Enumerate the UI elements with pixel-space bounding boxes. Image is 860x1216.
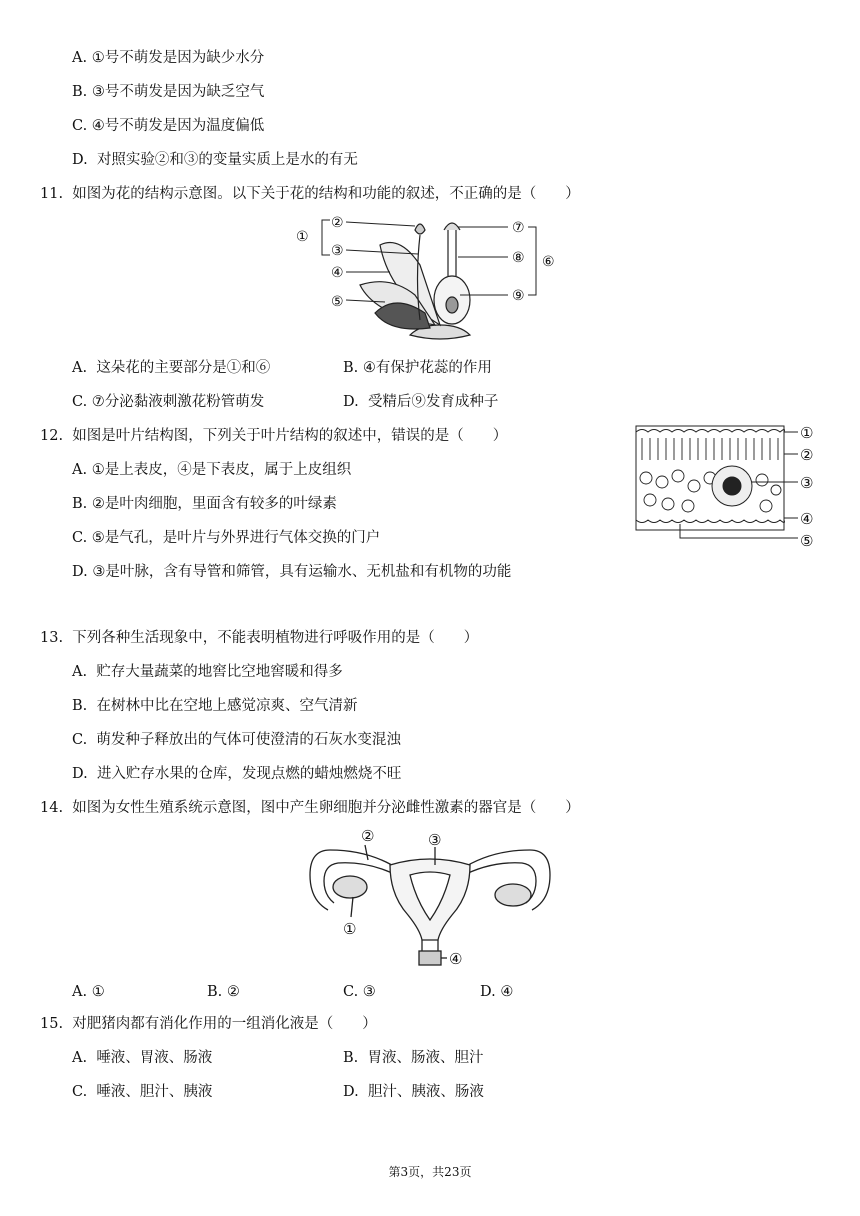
q15-stem: 15. 对肥猪肉都有消化作用的一组消化液是（ ） [40, 1016, 377, 1032]
q14-option-c: C. ③ [343, 984, 376, 1000]
q11-stem: 11. 如图为花的结构示意图。以下关于花的结构和功能的叙述，不正确的是（ ） [40, 186, 580, 202]
leaf-label-2: ② [800, 446, 814, 464]
q10-option-c: C. ④号不萌发是因为温度偏低 [72, 118, 265, 134]
q14-option-d: D. ④ [480, 984, 514, 1000]
leaf-structure-figure [632, 420, 822, 555]
flower-label-6: ⑥ [542, 254, 555, 270]
q11-option-d: D. 受精后⑨发育成种子 [343, 394, 499, 410]
q11-option-c: C. ⑦分泌黏液刺激花粉管萌发 [72, 394, 265, 410]
q11-option-b: B. ④有保护花蕊的作用 [343, 360, 492, 376]
leaf-label-5: ⑤ [800, 532, 814, 550]
q13-stem: 13. 下列各种生活现象中，不能表明植物进行呼吸作用的是（ ） [40, 630, 479, 646]
leaf-label-3: ③ [800, 474, 814, 492]
flower-label-5: ⑤ [331, 294, 344, 310]
leaf-label-4: ④ [800, 510, 814, 528]
q13-option-a: A. 贮存大量蔬菜的地窖比空地窖暖和得多 [72, 664, 343, 680]
q15-option-a: A. 唾液、胃液、肠液 [72, 1050, 213, 1066]
flower-label-2: ② [331, 215, 344, 231]
q13-option-d: D. 进入贮存水果的仓库，发现点燃的蜡烛燃烧不旺 [72, 766, 402, 782]
reproductive-label-3: ③ [428, 831, 442, 849]
flower-label-3: ③ [331, 243, 344, 259]
flower-structure-figure [290, 210, 570, 345]
flower-label-8: ⑧ [512, 250, 525, 266]
q12-option-c: C. ⑤是气孔，是叶片与外界进行气体交换的门户 [72, 530, 381, 546]
q10-option-b: B. ③号不萌发是因为缺乏空气 [72, 84, 265, 100]
flower-label-4: ④ [331, 265, 344, 281]
q12-option-a: A. ①是上表皮，④是下表皮，属于上皮组织 [72, 462, 352, 478]
q15-option-c: C. 唾液、胆汁、胰液 [72, 1084, 213, 1100]
q12-option-d: D. ③是叶脉，含有导管和筛管，具有运输水、无机盐和有机物的功能 [72, 564, 512, 580]
q11-option-a: A. 这朵花的主要部分是①和⑥ [72, 360, 271, 376]
leaf-label-1: ① [800, 424, 814, 442]
q15-option-b: B. 胃液、肠液、胆汁 [343, 1050, 484, 1066]
female-reproductive-system-figure [305, 825, 555, 975]
flower-label-7: ⑦ [512, 220, 525, 236]
q14-option-b: B. ② [207, 984, 240, 1000]
page-footer: 第3页，共23页 [388, 1165, 472, 1179]
q14-option-a: A. ① [72, 984, 105, 1000]
flower-label-9: ⑨ [512, 288, 525, 304]
flower-label-1: ① [296, 229, 309, 245]
q10-option-a: A. ①号不萌发是因为缺少水分 [72, 50, 265, 66]
q13-option-c: C. 萌发种子释放出的气体可使澄清的石灰水变混浊 [72, 732, 401, 748]
reproductive-label-4: ④ [449, 950, 463, 968]
reproductive-label-1: ① [343, 920, 357, 938]
reproductive-label-2: ② [361, 827, 375, 845]
q12-option-b: B. ②是叶肉细胞，里面含有较多的叶绿素 [72, 496, 337, 512]
q10-option-d: D. 对照实验②和③的变量实质上是水的有无 [72, 152, 358, 168]
q13-option-b: B. 在树林中比在空地上感觉凉爽、空气清新 [72, 698, 358, 714]
q14-stem: 14. 如图为女性生殖系统示意图，图中产生卵细胞并分泌雌性激素的器官是（ ） [40, 800, 580, 816]
q15-option-d: D. 胆汁、胰液、肠液 [343, 1084, 484, 1100]
q12-stem: 12. 如图是叶片结构图，下列关于叶片结构的叙述中，错误的是（ ） [40, 428, 508, 444]
